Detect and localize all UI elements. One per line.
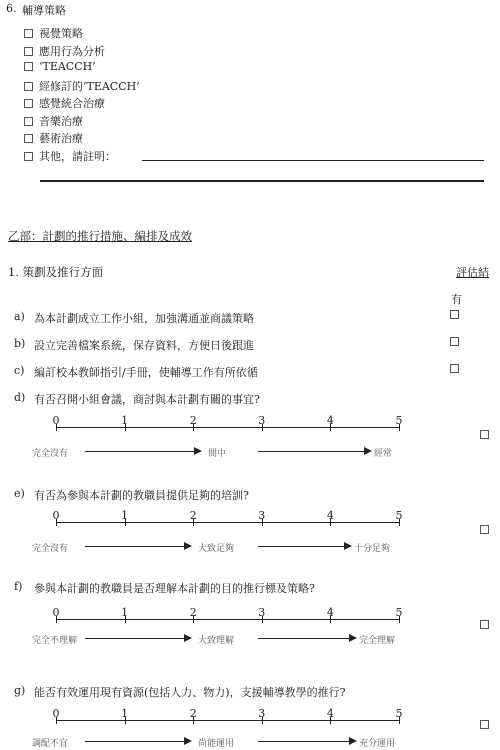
scale-number[interactable]: 4 — [326, 414, 334, 427]
scale-arrow — [258, 546, 350, 547]
scale-label-mid: 大致理解 — [198, 636, 235, 646]
option-label: 應用行為分析 — [39, 45, 105, 58]
scale-arrow — [258, 741, 355, 742]
option-label: ‘TEACCH’ — [39, 60, 96, 73]
scale-tick — [262, 519, 263, 526]
item-b — [14, 337, 254, 353]
scale-tick — [330, 519, 331, 526]
scale-tick — [399, 616, 400, 623]
option-music-therapy[interactable] — [24, 113, 83, 129]
scale-label-mid: 大致足夠 — [198, 544, 235, 554]
scale-number[interactable]: 1 — [121, 414, 129, 427]
item-g — [14, 684, 345, 700]
option-label: 其他，請註明： — [39, 150, 116, 163]
scale-tick — [193, 616, 194, 623]
scale-number[interactable]: 4 — [326, 509, 334, 522]
item-label: g) — [14, 684, 26, 697]
scale-tick — [399, 717, 400, 724]
item-a — [14, 310, 254, 326]
item-d — [14, 391, 260, 407]
item-a-checkbox[interactable] — [450, 310, 459, 319]
option-label: 感覺統合治療 — [39, 97, 105, 110]
checkbox[interactable] — [24, 117, 33, 126]
scale-number[interactable]: 2 — [189, 606, 197, 619]
scale-label-mid: 尚能運用 — [198, 739, 235, 749]
scale-label-high: 經常 — [374, 449, 393, 459]
item-d-checkbox[interactable] — [480, 430, 489, 439]
option-label: 經修訂的‘TEACCH’ — [39, 80, 140, 93]
item-label: a) — [14, 310, 25, 323]
scale-tick — [262, 616, 263, 623]
scale-number[interactable]: 1 — [121, 707, 129, 720]
item-text: 有否為參與本計劃的教職員提供足夠的培訓? — [34, 489, 249, 502]
scale-arrow — [85, 741, 190, 742]
scale-number[interactable]: 5 — [395, 606, 403, 619]
item-label: e) — [14, 487, 25, 500]
checkbox[interactable] — [24, 134, 33, 143]
scale-number[interactable]: 1 — [121, 606, 129, 619]
item-label: d) — [14, 391, 26, 404]
scale-label-high: 十分足夠 — [354, 544, 391, 554]
scale-label-low: 完全沒有 — [32, 544, 69, 554]
scale-label-low: 調配不宜 — [32, 739, 69, 749]
scale-number[interactable]: 3 — [258, 707, 266, 720]
other-specify-line-2[interactable] — [40, 180, 484, 182]
scale-number[interactable]: 2 — [189, 707, 197, 720]
scale-arrow — [85, 546, 190, 547]
scale-tick — [193, 717, 194, 724]
item-label: c) — [14, 364, 25, 377]
option-modified-teacch[interactable] — [24, 78, 140, 94]
scale-tick — [56, 519, 57, 526]
item-b-checkbox[interactable] — [450, 337, 459, 346]
scale-number[interactable]: 3 — [258, 606, 266, 619]
scale-number[interactable]: 5 — [395, 707, 403, 720]
scale-tick — [330, 616, 331, 623]
scale-tick — [125, 424, 126, 431]
scale-tick — [56, 616, 57, 623]
option-label: 藝術治療 — [39, 132, 83, 145]
scale-tick — [125, 616, 126, 623]
have-column-label: 有 — [451, 293, 462, 306]
option-other[interactable] — [24, 148, 116, 164]
item-c — [14, 364, 258, 380]
section-number: 6. — [6, 2, 17, 15]
item-text: 設立完善檔案系統，保存資料，方便日後跟進 — [34, 339, 254, 352]
item-text: 有否召開小組會議，商討與本計劃有關的事宜? — [34, 393, 260, 406]
part-b-title: 乙部：計劃的推行措施、編排及成效 — [8, 229, 192, 243]
section-title: 輔導策略 — [22, 4, 66, 17]
scale-line — [56, 720, 399, 721]
scale-tick — [330, 717, 331, 724]
scale-line — [56, 619, 399, 620]
scale-tick — [193, 519, 194, 526]
item-label: f) — [14, 580, 23, 593]
scale-label-mid: 間中 — [208, 449, 227, 459]
scale-tick — [262, 424, 263, 431]
scale-tick — [56, 424, 57, 431]
scale-tick — [399, 424, 400, 431]
scale-tick — [262, 717, 263, 724]
other-specify-line[interactable] — [142, 160, 484, 161]
scale-arrow — [85, 638, 190, 639]
scale-number[interactable]: 0 — [52, 707, 60, 720]
item-text: 編訂校本教師指引/手冊，使輔導工作有所依循 — [34, 366, 258, 379]
scale-number[interactable]: 2 — [189, 414, 197, 427]
option-aba[interactable] — [24, 43, 105, 59]
scale-tick — [125, 519, 126, 526]
scale-number[interactable]: 3 — [258, 414, 266, 427]
scale-number[interactable]: 5 — [395, 509, 403, 522]
item-g-checkbox[interactable] — [480, 720, 489, 729]
scale-tick — [193, 424, 194, 431]
item-f-checkbox[interactable] — [480, 620, 489, 629]
scale-tick — [399, 519, 400, 526]
option-label: 視覺策略 — [39, 27, 83, 40]
option-label: 音樂治療 — [39, 115, 83, 128]
scale-arrow — [258, 451, 370, 452]
scale-number[interactable]: 1 — [121, 509, 129, 522]
checkbox[interactable] — [24, 99, 33, 108]
option-sensory-integration[interactable] — [24, 95, 105, 111]
item-text: 能否有效運用現有資源(包括人力、物力)，支援輔導教學的推行? — [34, 686, 346, 699]
item-text: 參與本計劃的教職員是否理解本計劃的目的推行標及策略? — [34, 582, 315, 595]
scale-arrow — [258, 638, 355, 639]
checkbox[interactable] — [24, 82, 33, 91]
scale-tick — [125, 717, 126, 724]
scale-number[interactable]: 3 — [258, 509, 266, 522]
scale-label-high: 充分運用 — [359, 739, 396, 749]
item-text: 為本計劃成立工作小組，加強溝通並商議策略 — [34, 312, 254, 325]
scale-number[interactable]: 0 — [52, 509, 60, 522]
item-e-checkbox[interactable] — [480, 525, 489, 534]
scale-label-low: 完全沒有 — [32, 449, 69, 459]
checkbox[interactable] — [24, 47, 33, 56]
evaluation-header: 評估結 — [456, 266, 489, 279]
item-e — [14, 487, 249, 503]
scale-tick — [56, 717, 57, 724]
option-teacch[interactable] — [24, 60, 96, 73]
scale-number[interactable]: 0 — [52, 414, 60, 427]
scale-tick — [330, 424, 331, 431]
scale-number[interactable]: 2 — [189, 509, 197, 522]
checkbox[interactable] — [24, 62, 33, 71]
scale-number[interactable]: 0 — [52, 606, 60, 619]
scale-arrow — [85, 451, 200, 452]
item-label: b) — [14, 337, 26, 350]
item-c-checkbox[interactable] — [450, 364, 459, 373]
scale-label-high: 完全理解 — [359, 636, 396, 646]
scale-line — [56, 427, 399, 428]
scale-number[interactable]: 4 — [326, 606, 334, 619]
option-art-therapy[interactable] — [24, 130, 83, 146]
checkbox[interactable] — [24, 152, 33, 161]
item-f — [14, 580, 315, 596]
scale-line — [56, 522, 399, 523]
checkbox[interactable] — [24, 29, 33, 38]
scale-number[interactable]: 5 — [395, 414, 403, 427]
scale-number[interactable]: 4 — [326, 707, 334, 720]
part1-title: 1. 策劃及推行方面 — [8, 265, 104, 279]
scale-label-low: 完全不理解 — [32, 636, 78, 646]
option-visual-strategy[interactable] — [24, 25, 83, 41]
